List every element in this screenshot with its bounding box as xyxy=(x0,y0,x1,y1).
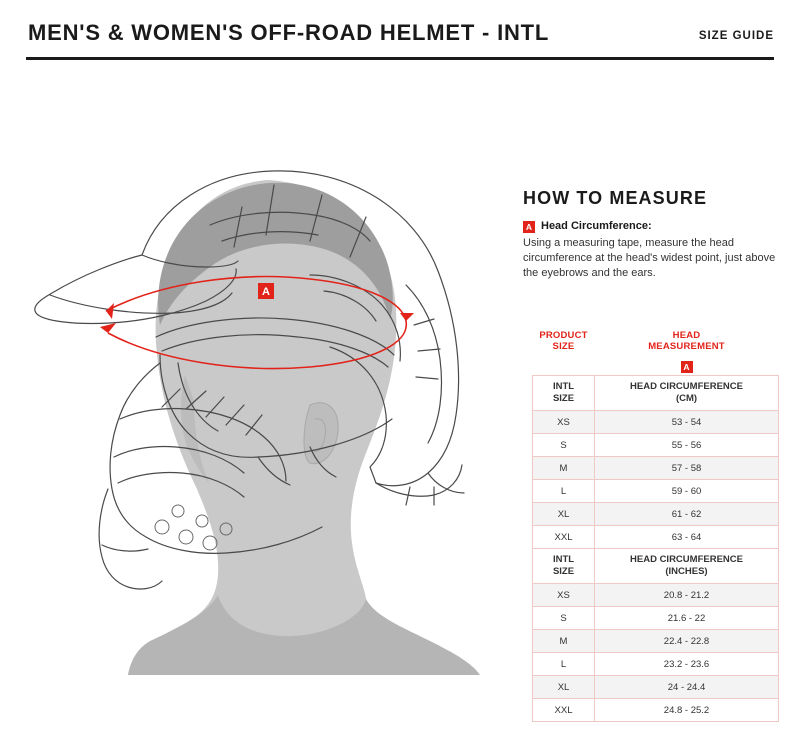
how-to-measure-title: HOW TO MEASURE xyxy=(523,188,708,208)
cell-measurement: 59 - 60 xyxy=(595,480,779,503)
how-to-measure-body: Using a measuring tape, measure the head circumference at the head's widest point, just above the eyebrows and the ears. xyxy=(523,237,776,279)
page-title: MEN'S & WOMEN'S OFF-ROAD HELMET - INTL xyxy=(28,20,550,45)
subheader-intl-size-inches: INTL SIZE xyxy=(533,549,595,584)
cell-measurement: 24 - 24.4 xyxy=(595,676,779,699)
how-to-measure-section xyxy=(523,188,779,281)
cell-measurement: 63 - 64 xyxy=(595,526,779,549)
cell-size: XS xyxy=(533,584,595,607)
badge-a-icon: A xyxy=(523,221,535,233)
badge-a-icon-table: A xyxy=(681,361,693,373)
cell-size: M xyxy=(533,630,595,653)
cell-measurement: 57 - 58 xyxy=(595,457,779,480)
header-head-measurement: HEAD MEASUREMENT xyxy=(648,330,725,352)
cell-measurement: 21.6 - 22 xyxy=(595,607,779,630)
subheader-circumference-inches: HEAD CIRCUMFERENCE (INCHES) xyxy=(595,549,779,584)
helmet-diagram-svg xyxy=(10,75,510,675)
table-row xyxy=(533,411,779,434)
table-row xyxy=(533,503,779,526)
cell-size: XL xyxy=(533,503,595,526)
table-subheader-inches xyxy=(533,549,779,584)
how-to-measure-label: Head Circumference: xyxy=(541,220,652,232)
table-row xyxy=(533,607,779,630)
table-subheader-cm xyxy=(533,376,779,411)
cell-size: S xyxy=(533,607,595,630)
table-top-header-row xyxy=(533,330,779,357)
callout-badge-label: A xyxy=(262,286,270,298)
cell-size: M xyxy=(533,457,595,480)
helmet-illustration xyxy=(10,75,510,675)
cell-measurement: 61 - 62 xyxy=(595,503,779,526)
page-header xyxy=(0,0,800,62)
head-silhouette xyxy=(128,180,480,675)
cell-size: XXL xyxy=(533,526,595,549)
table-row xyxy=(533,526,779,549)
size-chart-table xyxy=(532,330,779,722)
table-row xyxy=(533,653,779,676)
cell-measurement: 53 - 54 xyxy=(595,411,779,434)
size-guide-label: SIZE GUIDE xyxy=(698,30,774,42)
cell-measurement: 24.8 - 25.2 xyxy=(595,699,779,722)
table-row xyxy=(533,457,779,480)
cell-measurement: 55 - 56 xyxy=(595,434,779,457)
how-to-measure-item xyxy=(523,220,779,233)
table-badge-row xyxy=(533,357,779,376)
table-row xyxy=(533,699,779,722)
badge-spacer xyxy=(533,357,595,376)
cell-size: XL xyxy=(533,676,595,699)
header-divider xyxy=(26,57,774,60)
table-row xyxy=(533,480,779,503)
cell-measurement: 23.2 - 23.6 xyxy=(595,653,779,676)
table-row xyxy=(533,630,779,653)
cell-measurement: 22.4 - 22.8 xyxy=(595,630,779,653)
cell-size: XXL xyxy=(533,699,595,722)
subheader-intl-size-cm: INTL SIZE xyxy=(533,376,595,411)
table-row xyxy=(533,676,779,699)
table-badge-a-cell xyxy=(595,357,779,376)
header-product-size: PRODUCT SIZE xyxy=(539,330,588,352)
cell-measurement: 20.8 - 21.2 xyxy=(595,584,779,607)
cell-size: L xyxy=(533,653,595,676)
cell-size: S xyxy=(533,434,595,457)
cell-size: L xyxy=(533,480,595,503)
table-row xyxy=(533,584,779,607)
table-row xyxy=(533,434,779,457)
cell-size: XS xyxy=(533,411,595,434)
subheader-circumference-cm: HEAD CIRCUMFERENCE (CM) xyxy=(595,376,779,411)
callout-badge-a xyxy=(258,283,274,299)
